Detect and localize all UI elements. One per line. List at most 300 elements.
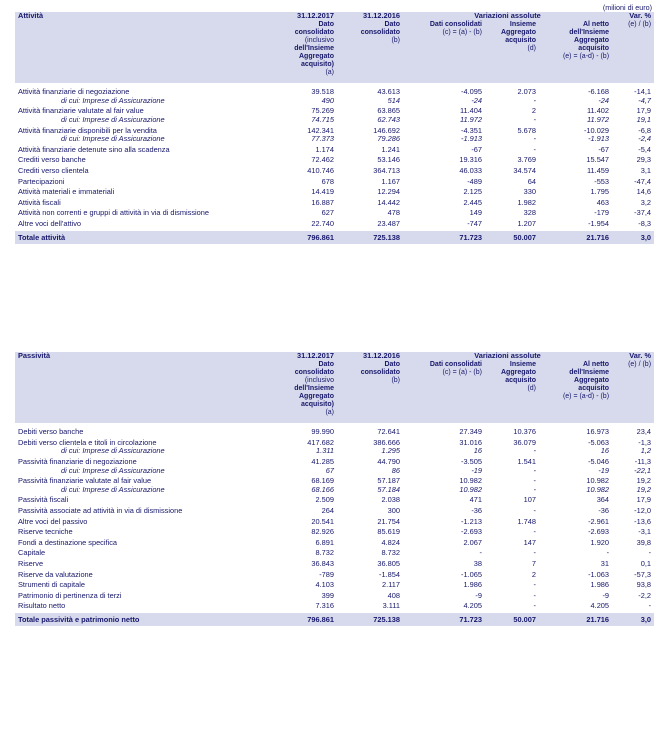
total-value: 50.007 bbox=[485, 231, 539, 244]
table-row bbox=[15, 592, 654, 601]
row-value: 12.294 bbox=[377, 187, 400, 197]
subheader-line: Dato bbox=[318, 20, 334, 28]
row-label: Fondi a destinazione specifica bbox=[18, 537, 118, 547]
section-title: Passività bbox=[15, 352, 273, 361]
row-value: - bbox=[533, 476, 536, 486]
row-value: -8,3 bbox=[638, 218, 652, 228]
row-value: 10.982 bbox=[586, 484, 610, 494]
subheader-line: Aggregato bbox=[501, 368, 536, 376]
row-value: 85.619 bbox=[377, 527, 400, 537]
row-value: -19 bbox=[598, 465, 610, 475]
table-row bbox=[15, 528, 654, 537]
total-row bbox=[15, 613, 654, 626]
subheader-cell bbox=[612, 361, 654, 418]
row-value: 41.285 bbox=[311, 457, 334, 467]
row-value: 19,1 bbox=[636, 115, 652, 125]
row-value: -5.046 bbox=[588, 457, 610, 467]
subheader-blank bbox=[15, 361, 273, 418]
table-row bbox=[15, 549, 654, 558]
col-header-2016: 31.12.2016 bbox=[337, 352, 403, 361]
subheader-line: (e) / (b) bbox=[628, 360, 652, 368]
subheader-line: acquisito) bbox=[300, 61, 334, 69]
row-value: - bbox=[479, 548, 482, 558]
row-value: 19.316 bbox=[459, 155, 482, 165]
table-row bbox=[15, 571, 654, 580]
subheader-line: Aggregato bbox=[299, 392, 334, 400]
row-value: 463 bbox=[596, 197, 610, 207]
row-label: Altre voci del passivo bbox=[18, 516, 88, 526]
row-value: -2.961 bbox=[588, 516, 610, 526]
row-value: -1.954 bbox=[588, 218, 610, 228]
row-label: di cui: Imprese di Assicurazione bbox=[61, 95, 165, 105]
row-value: - bbox=[533, 506, 536, 515]
col-header-2017: 31.12.2017 bbox=[273, 352, 337, 361]
row-value: 264 bbox=[321, 506, 334, 515]
sub-item-row bbox=[15, 97, 654, 106]
subheader-line: (inclusivo bbox=[304, 376, 334, 384]
row-value: -14,1 bbox=[634, 87, 652, 97]
row-label: Debiti verso clientela e titoli in circolazione bbox=[18, 437, 157, 447]
row-value: 149 bbox=[469, 208, 482, 218]
row-value: 2.445 bbox=[463, 197, 482, 207]
row-value: 478 bbox=[387, 208, 400, 218]
row-value: 417.682 bbox=[307, 437, 334, 447]
row-value: 300 bbox=[387, 506, 400, 515]
row-label: Crediti verso banche bbox=[18, 155, 86, 165]
header-row bbox=[15, 352, 654, 361]
row-value: -47,4 bbox=[634, 176, 652, 186]
table-row bbox=[15, 220, 654, 229]
row-value: 2.125 bbox=[463, 187, 482, 197]
row-value: 147 bbox=[523, 537, 536, 547]
row-value: -789 bbox=[319, 569, 334, 579]
subheader-cell bbox=[485, 21, 539, 78]
row-value: 10.376 bbox=[513, 427, 536, 437]
row-value: -1.065 bbox=[461, 569, 482, 579]
row-value: -1.213 bbox=[461, 516, 482, 526]
row-value: - bbox=[533, 95, 536, 105]
subheader-line: consolidato bbox=[294, 368, 334, 376]
row-label: Attività non correnti e gruppi di attività in via di dismissione bbox=[18, 208, 210, 218]
row-value: 99.990 bbox=[311, 427, 334, 437]
row-value: - bbox=[533, 601, 536, 611]
row-value: 31 bbox=[600, 558, 610, 568]
row-value: 1.167 bbox=[381, 176, 400, 186]
row-value: 67 bbox=[325, 465, 334, 475]
row-label: di cui: Imprese di Assicurazione bbox=[61, 465, 165, 475]
col-header-2016: 31.12.2016 bbox=[337, 12, 403, 21]
row-label: Passività finanziarie di negoziazione bbox=[18, 457, 137, 467]
row-value: 10.982 bbox=[586, 476, 610, 486]
row-value: 5.678 bbox=[517, 125, 536, 135]
section-title: Attività bbox=[15, 12, 273, 21]
row-value: 23,4 bbox=[636, 427, 652, 437]
row-value: -1.913 bbox=[588, 134, 610, 144]
sub-item-row bbox=[15, 447, 654, 456]
table-row bbox=[15, 178, 654, 187]
assets-table bbox=[15, 12, 654, 244]
row-value: 2.509 bbox=[315, 495, 334, 505]
row-value: 410.746 bbox=[307, 166, 334, 175]
subheader-line: consolidato bbox=[360, 368, 400, 376]
subheader-line: acquisito bbox=[505, 36, 536, 44]
row-value: - bbox=[533, 115, 536, 125]
row-value: 36.805 bbox=[377, 558, 400, 568]
row-value: 22.740 bbox=[311, 218, 334, 228]
row-value: - bbox=[606, 548, 610, 558]
table-row bbox=[15, 167, 654, 176]
row-value: -22,1 bbox=[634, 465, 652, 475]
table-row bbox=[15, 146, 654, 155]
table-row bbox=[15, 507, 654, 516]
row-value: 1.241 bbox=[381, 144, 400, 154]
row-value: 1.795 bbox=[590, 187, 610, 197]
table-row bbox=[15, 581, 654, 590]
row-label: Patrimonio di pertinenza di terzi bbox=[18, 590, 122, 600]
row-value: -6,8 bbox=[638, 125, 652, 135]
row-value: 16 bbox=[473, 446, 482, 456]
row-value: -4.095 bbox=[461, 87, 482, 97]
row-value: 2.073 bbox=[517, 87, 536, 97]
row-value: -1.913 bbox=[461, 134, 482, 144]
row-value: 20.541 bbox=[311, 516, 334, 526]
total-value: 21.716 bbox=[539, 613, 612, 626]
row-value: 19,2 bbox=[636, 484, 652, 494]
row-value: -4.351 bbox=[461, 125, 482, 135]
row-value: 4.205 bbox=[590, 601, 610, 611]
subheader-line: (d) bbox=[527, 384, 536, 392]
subheader-line: (e) = (a-d) - (b) bbox=[562, 52, 610, 60]
row-value: -13,6 bbox=[634, 516, 652, 526]
table-row bbox=[15, 560, 654, 569]
row-value: 29,3 bbox=[636, 155, 652, 165]
row-value: 2 bbox=[531, 106, 536, 116]
subheader-line: (e) / (b) bbox=[628, 20, 652, 28]
total-value: 3,0 bbox=[612, 231, 654, 244]
sub-item-row bbox=[15, 135, 654, 144]
subheader-line: Aggregato bbox=[574, 376, 610, 384]
row-value: 1.982 bbox=[517, 197, 536, 207]
row-label: Attività finanziarie disponibili per la vendita bbox=[18, 125, 157, 135]
row-value: 21.754 bbox=[377, 516, 400, 526]
row-value: 1,2 bbox=[640, 446, 652, 456]
row-value: 146.692 bbox=[373, 125, 400, 135]
row-value: -37,4 bbox=[634, 208, 652, 218]
row-value: 364 bbox=[596, 495, 610, 505]
row-value: - bbox=[533, 465, 536, 475]
total-value: 725.138 bbox=[337, 613, 403, 626]
row-value: - bbox=[648, 601, 652, 611]
row-value: 627 bbox=[321, 208, 334, 218]
row-label: Attività fiscali bbox=[18, 197, 61, 207]
row-value: 3,2 bbox=[640, 197, 652, 207]
row-label: Attività finanziarie di negoziazione bbox=[18, 87, 130, 97]
row-value: 386.666 bbox=[373, 437, 400, 447]
subheader-line: Dato bbox=[384, 360, 400, 368]
row-value: -2,2 bbox=[638, 590, 652, 600]
row-value: -5.063 bbox=[588, 437, 610, 447]
subheader-blank bbox=[15, 21, 273, 78]
row-value: 36.079 bbox=[513, 437, 536, 447]
col-header-var-abs: Variazioni assolute bbox=[403, 352, 612, 361]
row-value: 15.547 bbox=[586, 155, 610, 165]
row-value: -9 bbox=[602, 590, 610, 600]
row-value: 2.067 bbox=[463, 537, 482, 547]
row-value: 39,8 bbox=[636, 537, 652, 547]
row-value: 490 bbox=[321, 95, 334, 105]
subheader-line: Insieme bbox=[509, 20, 536, 28]
subheader-line: (a) bbox=[325, 69, 334, 77]
row-value: 39.518 bbox=[311, 87, 334, 97]
row-value: 82.926 bbox=[311, 527, 334, 537]
row-value: 63.865 bbox=[377, 106, 400, 116]
row-value: -11,3 bbox=[634, 457, 652, 467]
row-label: Attività finanziarie detenute sino alla scadenza bbox=[18, 144, 170, 154]
row-value: 36.843 bbox=[311, 558, 334, 568]
row-value: -36 bbox=[598, 506, 610, 515]
row-value: -12,0 bbox=[634, 506, 652, 515]
row-label: Risultato netto bbox=[18, 601, 66, 611]
row-value: 142.341 bbox=[307, 125, 334, 135]
row-value: - bbox=[533, 548, 536, 558]
row-value: -553 bbox=[594, 176, 610, 186]
sub-item-row bbox=[15, 467, 654, 476]
row-value: 7 bbox=[531, 558, 536, 568]
row-value: -2.693 bbox=[461, 527, 482, 537]
subheader-line: acquisito bbox=[578, 44, 610, 52]
subheader-line: acquisito bbox=[505, 376, 536, 384]
row-value: 64 bbox=[527, 176, 536, 186]
row-value: - bbox=[533, 527, 536, 537]
row-label: Riserve tecniche bbox=[18, 527, 73, 537]
row-value: - bbox=[533, 590, 536, 600]
row-value: -2,4 bbox=[638, 134, 652, 144]
row-value: -24 bbox=[598, 95, 610, 105]
row-value: 11.402 bbox=[586, 106, 610, 116]
subheader-line: (b) bbox=[391, 36, 400, 44]
row-value: 330 bbox=[523, 187, 536, 197]
header-row bbox=[15, 12, 654, 21]
total-label: Totale passività e patrimonio netto bbox=[15, 613, 273, 626]
row-label: di cui: Imprese di Assicurazione bbox=[61, 115, 165, 125]
subheader-line: dell'Insieme bbox=[294, 384, 334, 392]
row-value: -179 bbox=[594, 208, 610, 218]
row-value: 0,1 bbox=[640, 558, 652, 568]
row-value: 74.715 bbox=[311, 115, 334, 125]
row-value: -489 bbox=[467, 176, 482, 186]
row-value: -1.854 bbox=[379, 569, 400, 579]
row-value: 23.487 bbox=[377, 218, 400, 228]
row-label: Attività finanziarie valutate al fair value bbox=[18, 106, 144, 116]
subheader-line: acquisito) bbox=[300, 401, 334, 409]
row-value: 11.404 bbox=[459, 106, 482, 116]
subheader-line: Insieme bbox=[509, 360, 536, 368]
row-value: -3.505 bbox=[461, 457, 482, 467]
row-value: -1,3 bbox=[638, 437, 652, 447]
table-row bbox=[15, 156, 654, 165]
subheader-cell bbox=[273, 21, 337, 78]
row-value: 27.349 bbox=[459, 427, 482, 437]
total-row bbox=[15, 231, 654, 244]
row-value: 68.166 bbox=[311, 484, 334, 494]
row-value: 1.174 bbox=[315, 144, 334, 154]
row-label: Crediti verso clientela bbox=[18, 166, 89, 175]
row-value: 1.541 bbox=[517, 457, 536, 467]
total-value: 725.138 bbox=[337, 231, 403, 244]
row-value: -10.029 bbox=[583, 125, 610, 135]
subheader-line: Dato bbox=[318, 360, 334, 368]
row-value: -3,1 bbox=[638, 527, 652, 537]
subheader-line: acquisito bbox=[578, 384, 610, 392]
row-value: - bbox=[533, 134, 536, 144]
row-value: 19,2 bbox=[636, 476, 652, 486]
subheader-line: Dati consolidati bbox=[429, 20, 482, 28]
col-header-var-pct: Var. % bbox=[612, 12, 654, 21]
subheader-cell bbox=[337, 361, 403, 418]
row-value: -57,3 bbox=[634, 569, 652, 579]
row-value: 408 bbox=[387, 590, 400, 600]
subheader-line: (a) bbox=[325, 409, 334, 417]
row-value: 514 bbox=[387, 95, 400, 105]
row-value: 16.887 bbox=[311, 197, 334, 207]
row-value: - bbox=[533, 446, 536, 456]
row-value: 4.824 bbox=[381, 537, 400, 547]
row-value: -19 bbox=[471, 465, 482, 475]
row-value: 93,8 bbox=[636, 580, 652, 590]
subheader-line: dell'Insieme bbox=[294, 44, 334, 52]
row-value: 16.973 bbox=[586, 427, 610, 437]
subheader-cell bbox=[403, 21, 485, 78]
table-row bbox=[15, 602, 654, 611]
row-value: 328 bbox=[523, 208, 536, 218]
total-value: 71.723 bbox=[403, 613, 485, 626]
row-label: di cui: Imprese di Assicurazione bbox=[61, 446, 165, 456]
subheader-cell bbox=[485, 361, 539, 418]
row-label: Strumenti di capitale bbox=[18, 580, 85, 590]
row-value: 471 bbox=[469, 495, 482, 505]
row-value: -67 bbox=[598, 144, 610, 154]
subheader-line: Dati consolidati bbox=[429, 360, 482, 368]
subheader-line: Aggregato bbox=[574, 36, 610, 44]
subheader-line: (d) bbox=[527, 44, 536, 52]
subheader-line: (e) = (a-d) - (b) bbox=[562, 392, 610, 400]
row-value: 3,1 bbox=[640, 166, 652, 175]
row-value: 10.982 bbox=[459, 484, 482, 494]
table-row bbox=[15, 188, 654, 197]
row-value: -36 bbox=[471, 506, 482, 515]
row-value: 10.982 bbox=[459, 476, 482, 486]
subheader-line: (b) bbox=[391, 376, 400, 384]
table-row bbox=[15, 539, 654, 548]
row-value: 3.111 bbox=[382, 601, 400, 611]
total-value: 796.861 bbox=[273, 613, 337, 626]
row-value: -4,7 bbox=[638, 95, 652, 105]
row-value: 75.269 bbox=[311, 106, 334, 116]
row-label: Passività finanziarie valutate al fair value bbox=[18, 476, 152, 486]
row-value: 1.295 bbox=[381, 446, 400, 456]
subheader-row bbox=[15, 361, 654, 418]
row-value: 1.748 bbox=[517, 516, 536, 526]
row-value: -5,4 bbox=[638, 144, 652, 154]
row-value: 86 bbox=[391, 465, 400, 475]
sub-item-row bbox=[15, 486, 654, 495]
row-label: di cui: Imprese di Assicurazione bbox=[61, 134, 165, 144]
row-value: 2 bbox=[531, 569, 536, 579]
row-value: 34.574 bbox=[513, 166, 536, 175]
row-label: Capitale bbox=[18, 548, 46, 558]
subheader-line: consolidato bbox=[360, 28, 400, 36]
row-value: 31.016 bbox=[459, 437, 482, 447]
subheader-line: Al netto bbox=[582, 360, 610, 368]
row-value: -6.168 bbox=[588, 87, 610, 97]
row-value: 107 bbox=[523, 495, 536, 505]
subheader-line: dell'Insieme bbox=[569, 28, 610, 36]
subheader-line: (c) = (a) - (b) bbox=[442, 28, 482, 36]
row-value: - bbox=[533, 484, 536, 494]
row-value: 14,6 bbox=[636, 187, 652, 197]
row-value: 1.311 bbox=[316, 446, 334, 456]
subheader-cell bbox=[403, 361, 485, 418]
row-value: 4.103 bbox=[315, 580, 334, 590]
row-value: -747 bbox=[467, 218, 482, 228]
row-value: 364.713 bbox=[373, 166, 400, 175]
row-value: 57.184 bbox=[377, 484, 400, 494]
row-value: -1.063 bbox=[588, 569, 610, 579]
subheader-row bbox=[15, 21, 654, 78]
row-value: 17,9 bbox=[636, 106, 652, 116]
subheader-line: (inclusivo bbox=[304, 36, 334, 44]
unit-note: (milioni di euro) bbox=[602, 3, 652, 12]
row-value: -2.693 bbox=[588, 527, 610, 537]
row-value: 8.732 bbox=[381, 548, 400, 558]
row-label: di cui: Imprese di Assicurazione bbox=[61, 484, 165, 494]
row-value: 2.117 bbox=[382, 580, 400, 590]
row-value: 72.462 bbox=[311, 155, 334, 165]
subheader-cell bbox=[612, 21, 654, 78]
row-value: 8.732 bbox=[315, 548, 334, 558]
table-row bbox=[15, 496, 654, 505]
row-value: 678 bbox=[321, 176, 334, 186]
subheader-line: Aggregato bbox=[299, 52, 334, 60]
row-value: 62.743 bbox=[377, 115, 400, 125]
table-row bbox=[15, 428, 654, 437]
row-value: 43.613 bbox=[377, 87, 400, 97]
row-value: 44.790 bbox=[377, 457, 400, 467]
row-value: 1.986 bbox=[590, 580, 610, 590]
row-value: 11.459 bbox=[586, 166, 610, 175]
row-label: Passività fiscali bbox=[18, 495, 69, 505]
row-value: 46.033 bbox=[459, 166, 482, 175]
row-value: 399 bbox=[321, 590, 334, 600]
row-label: Partecipazioni bbox=[18, 176, 65, 186]
row-value: 4.205 bbox=[463, 601, 482, 611]
table-row bbox=[15, 199, 654, 208]
table-row bbox=[15, 209, 654, 218]
row-value: 1.920 bbox=[590, 537, 610, 547]
row-value: 7.316 bbox=[315, 601, 334, 611]
row-value: 6.891 bbox=[315, 537, 334, 547]
row-label: Passività associate ad attività in via di dismissione bbox=[18, 506, 183, 515]
row-label: Debiti verso banche bbox=[18, 427, 84, 437]
subheader-line: Aggregato bbox=[501, 28, 536, 36]
row-value: 38 bbox=[473, 558, 482, 568]
row-value: 79.286 bbox=[377, 134, 400, 144]
total-value: 3,0 bbox=[612, 613, 654, 626]
row-value: -67 bbox=[471, 144, 482, 154]
col-header-2017: 31.12.2017 bbox=[273, 12, 337, 21]
row-value: 57.187 bbox=[377, 476, 400, 486]
row-value: 17,9 bbox=[636, 495, 652, 505]
